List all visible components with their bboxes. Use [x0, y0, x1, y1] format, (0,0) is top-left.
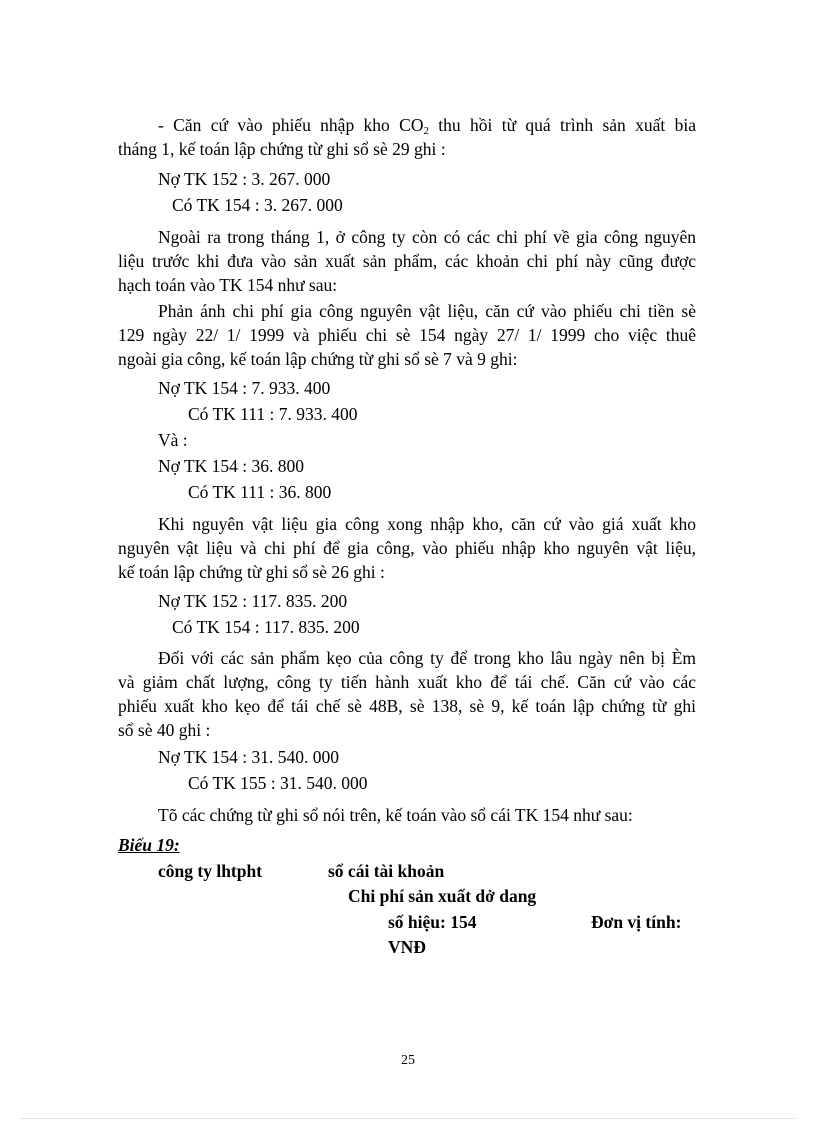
unit-label: Đơn vị tính: [591, 912, 682, 932]
page-number: 25 [401, 1053, 415, 1068]
entry5-debit: Nợ TK 154 : 31. 540. 000 [158, 747, 340, 767]
entry4-credit: Có TK 154 : 117. 835. 200 [172, 617, 360, 637]
p5-line1: Đối với các sản phẩm kẹo của công ty để trong kho lâu ngày nên bị Èm [158, 648, 696, 668]
p3-line1: Phản ánh chi phí gia công nguyên vật liệu, căn cứ vào phiếu chi tiền sè [158, 301, 696, 321]
entry5-credit: Có TK 155 : 31. 540. 000 [188, 773, 368, 793]
and-label: Và : [158, 430, 188, 450]
p4-line3: kế toán lập chứng từ ghi sổ sè 26 ghi : [118, 562, 385, 582]
p5-line3: phiếu xuất kho kẹo để tái chế sè 48B, sè 138, sè 9, kế toán lập chứng từ ghi [118, 696, 696, 716]
account-number: số hiệu: 154 [388, 912, 477, 932]
unit-value: VNĐ [388, 937, 426, 957]
entry3-debit: Nợ TK 154 : 36. 800 [158, 456, 305, 476]
p5-line2: và giảm chất lượng, công ty tiến hành xuất kho để tái chế. Căn cứ vào các [118, 672, 696, 692]
p2-line2: liệu trước khi đưa vào sản xuất sản phẩm, các khoản chi phí này cũng được [118, 251, 696, 271]
p6-line: Tõ các chứng từ ghi sổ nói trên, kế toán vào sổ cái TK 154 như sau: [158, 805, 633, 825]
co2-subscript: 2 [423, 125, 429, 137]
p2-line3: hạch toán vào TK 154 như sau: [118, 275, 338, 295]
p4-line2: nguyên vật liệu và chi phí để gia công, vào phiếu nhập kho nguyên vật liệu, [118, 538, 696, 558]
bieu-label: Biểu 19: [118, 835, 180, 855]
p1-line2: tháng 1, kế toán lập chứng từ ghi sổ sè 29 ghi : [118, 139, 446, 159]
entry1-credit: Có TK 154 : 3. 267. 000 [172, 195, 343, 215]
entry4-debit: Nợ TK 152 : 117. 835. 200 [158, 591, 348, 611]
p3-line2: 129 ngày 22/ 1/ 1999 và phiếu chi sè 154 ngày 27/ 1/ 1999 cho việc thuê [118, 325, 696, 345]
p4-line1: Khi nguyên vật liệu gia công xong nhập kho, căn cứ vào giá xuất kho [158, 514, 696, 534]
account-name: Chi phí sản xuất dở dang [348, 886, 537, 906]
ledger-title: sổ cái tài khoản [328, 861, 445, 881]
entry2-credit: Có TK 111 : 7. 933. 400 [188, 404, 358, 424]
p2-line1: Ngoài ra trong tháng 1, ở công ty còn có các chi phí về gia công nguyên [158, 227, 696, 247]
company-name: công ty lhtpht [158, 861, 263, 881]
p5-line4: sổ sè 40 ghi : [118, 720, 211, 740]
p3-line3: ngoài gia công, kế toán lập chứng từ ghi sổ sè 7 và 9 ghi: [118, 349, 518, 369]
entry2-debit: Nợ TK 154 : 7. 933. 400 [158, 378, 331, 398]
p1-line1: - Căn cứ vào phiếu nhập kho $CO_2$ thu hồi từ quá trình sản xuất bia [158, 115, 696, 137]
entry3-credit: Có TK 111 : 36. 800 [188, 482, 332, 502]
page-bottom-divider [20, 1118, 796, 1119]
entry1-debit: Nợ TK 152 : 3. 267. 000 [158, 169, 331, 189]
